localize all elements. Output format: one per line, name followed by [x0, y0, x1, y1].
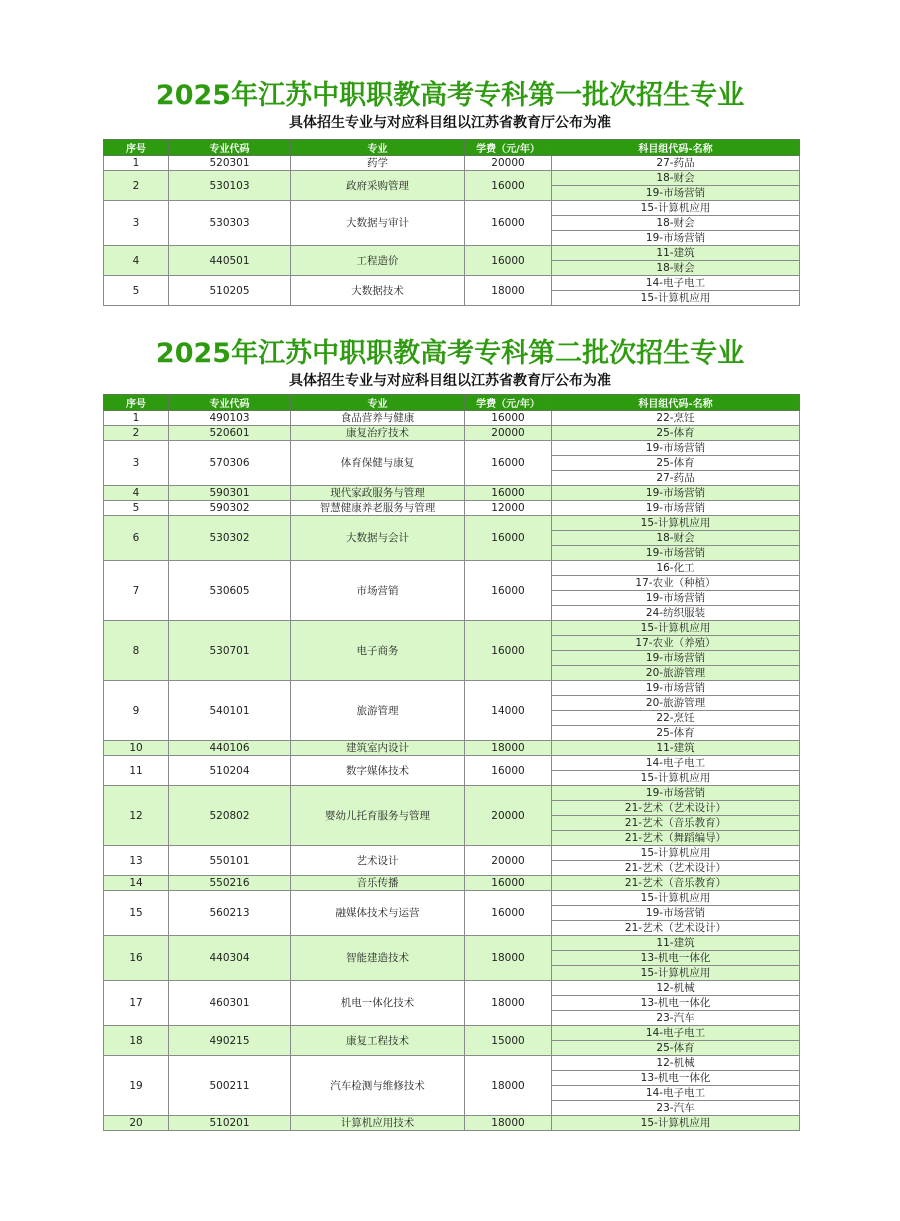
major-name: 市场营销 [291, 561, 465, 621]
subject-group: 15-计算机应用 [552, 846, 800, 861]
table-header-row [104, 395, 800, 411]
subject-group: 27-药品 [552, 471, 800, 486]
tuition-fee: 16000 [465, 171, 552, 201]
subject-group: 21-艺术（音乐教育） [552, 876, 800, 891]
subject-group: 14-电子电工 [552, 1086, 800, 1101]
row-number: 3 [104, 201, 169, 246]
major-code: 550101 [169, 846, 291, 876]
tuition-fee: 16000 [465, 756, 552, 786]
major-code: 540101 [169, 681, 291, 741]
row-number: 16 [104, 936, 169, 981]
batch1-table [103, 139, 800, 306]
major-code: 520301 [169, 156, 291, 171]
major-name: 康复治疗技术 [291, 426, 465, 441]
subject-group: 18-财会 [552, 216, 800, 231]
major-name: 政府采购管理 [291, 171, 465, 201]
major-code: 530303 [169, 201, 291, 246]
major-name: 融媒体技术与运营 [291, 891, 465, 936]
major-name: 智慧健康养老服务与管理 [291, 501, 465, 516]
tuition-fee: 20000 [465, 426, 552, 441]
major-code: 440304 [169, 936, 291, 981]
table-row [104, 561, 800, 576]
header-subjects: 科目组代码-名称 [552, 140, 800, 156]
batch1-subtitle: 具体招生专业与对应科目组以江苏省教育厅公布为准 [289, 115, 611, 131]
table-row [104, 981, 800, 996]
subject-group: 18-财会 [552, 261, 800, 276]
row-number: 7 [104, 561, 169, 621]
subject-group: 11-建筑 [552, 246, 800, 261]
major-code: 530302 [169, 516, 291, 561]
subject-group: 20-旅游管理 [552, 666, 800, 681]
header-major: 专业 [291, 395, 465, 411]
subject-group: 18-财会 [552, 531, 800, 546]
major-code: 590302 [169, 501, 291, 516]
subject-group: 15-计算机应用 [552, 1116, 800, 1131]
tuition-fee: 15000 [465, 1026, 552, 1056]
major-code: 530605 [169, 561, 291, 621]
row-number: 3 [104, 441, 169, 486]
major-name: 康复工程技术 [291, 1026, 465, 1056]
subject-group: 11-建筑 [552, 936, 800, 951]
major-name: 现代家政服务与管理 [291, 486, 465, 501]
major-code: 560213 [169, 891, 291, 936]
subject-group: 13-机电一体化 [552, 1071, 800, 1086]
header-major: 专业 [291, 140, 465, 156]
header-no: 序号 [104, 140, 169, 156]
row-number: 2 [104, 426, 169, 441]
table-row [104, 156, 800, 171]
major-name: 旅游管理 [291, 681, 465, 741]
major-name: 计算机应用技术 [291, 1116, 465, 1131]
subject-group: 13-机电一体化 [552, 996, 800, 1011]
row-number: 6 [104, 516, 169, 561]
major-name: 食品营养与健康 [291, 411, 465, 426]
table-row [104, 411, 800, 426]
header-code: 专业代码 [169, 395, 291, 411]
major-code: 490215 [169, 1026, 291, 1056]
subject-group: 11-建筑 [552, 741, 800, 756]
subject-group: 14-电子电工 [552, 1026, 800, 1041]
subject-group: 19-市场营销 [552, 651, 800, 666]
row-number: 15 [104, 891, 169, 936]
subject-group: 23-汽车 [552, 1011, 800, 1026]
batch2-section [0, 338, 900, 390]
subject-group: 21-艺术（舞蹈编导） [552, 831, 800, 846]
batch1-section [0, 80, 900, 132]
major-name: 体育保健与康复 [291, 441, 465, 486]
batch2-subtitle: 具体招生专业与对应科目组以江苏省教育厅公布为准 [289, 373, 611, 389]
row-number: 5 [104, 276, 169, 306]
subject-group: 19-市场营销 [552, 186, 800, 201]
subject-group: 19-市场营销 [552, 486, 800, 501]
row-number: 10 [104, 741, 169, 756]
major-code: 530103 [169, 171, 291, 201]
subject-group: 13-机电一体化 [552, 951, 800, 966]
table-header-row [104, 140, 800, 156]
subject-group: 21-艺术（音乐教育） [552, 816, 800, 831]
tuition-fee: 16000 [465, 621, 552, 681]
row-number: 2 [104, 171, 169, 201]
table-row [104, 501, 800, 516]
tuition-fee: 20000 [465, 156, 552, 171]
row-number: 1 [104, 156, 169, 171]
batch2-title: 2025年江苏中职职教高考专科第二批次招生专业 [155, 338, 745, 369]
table-row [104, 756, 800, 771]
table-row [104, 681, 800, 696]
tuition-fee: 16000 [465, 891, 552, 936]
tuition-fee: 20000 [465, 846, 552, 876]
row-number: 1 [104, 411, 169, 426]
major-name: 汽车检测与维修技术 [291, 1056, 465, 1116]
row-number: 14 [104, 876, 169, 891]
subject-group: 22-烹饪 [552, 711, 800, 726]
table-row [104, 171, 800, 186]
table-row [104, 786, 800, 801]
subject-group: 20-旅游管理 [552, 696, 800, 711]
major-name: 大数据与会计 [291, 516, 465, 561]
table-row [104, 1116, 800, 1131]
row-number: 17 [104, 981, 169, 1026]
major-name: 大数据技术 [291, 276, 465, 306]
major-code: 440501 [169, 246, 291, 276]
table-row [104, 846, 800, 861]
major-name: 数字媒体技术 [291, 756, 465, 786]
table-row [104, 891, 800, 906]
row-number: 9 [104, 681, 169, 741]
major-name: 药学 [291, 156, 465, 171]
major-name: 电子商务 [291, 621, 465, 681]
table-row [104, 516, 800, 531]
subject-group: 19-市场营销 [552, 591, 800, 606]
tuition-fee: 16000 [465, 201, 552, 246]
tuition-fee: 12000 [465, 501, 552, 516]
subject-group: 21-艺术（艺术设计） [552, 801, 800, 816]
subject-group: 15-计算机应用 [552, 621, 800, 636]
subject-group: 16-化工 [552, 561, 800, 576]
row-number: 11 [104, 756, 169, 786]
row-number: 5 [104, 501, 169, 516]
table-row [104, 246, 800, 261]
tuition-fee: 18000 [465, 1056, 552, 1116]
tuition-fee: 16000 [465, 441, 552, 486]
major-name: 艺术设计 [291, 846, 465, 876]
table-row [104, 201, 800, 216]
major-code: 570306 [169, 441, 291, 486]
table-row [104, 936, 800, 951]
major-code: 510201 [169, 1116, 291, 1131]
subject-group: 15-计算机应用 [552, 891, 800, 906]
major-name: 机电一体化技术 [291, 981, 465, 1026]
major-code: 500211 [169, 1056, 291, 1116]
subject-group: 19-市场营销 [552, 681, 800, 696]
table-row [104, 1056, 800, 1071]
major-code: 520601 [169, 426, 291, 441]
table-row [104, 621, 800, 636]
subject-group: 12-机械 [552, 1056, 800, 1071]
subject-group: 19-市场营销 [552, 501, 800, 516]
header-no: 序号 [104, 395, 169, 411]
major-name: 婴幼儿托育服务与管理 [291, 786, 465, 846]
major-name: 智能建造技术 [291, 936, 465, 981]
table-row [104, 426, 800, 441]
subject-group: 23-汽车 [552, 1101, 800, 1116]
row-number: 20 [104, 1116, 169, 1131]
tuition-fee: 16000 [465, 486, 552, 501]
subject-group: 25-体育 [552, 726, 800, 741]
subject-group: 15-计算机应用 [552, 771, 800, 786]
tuition-fee: 16000 [465, 876, 552, 891]
subject-group: 25-体育 [552, 1041, 800, 1056]
major-code: 590301 [169, 486, 291, 501]
header-fee: 学费（元/年） [465, 395, 552, 411]
subject-group: 17-农业（种植） [552, 576, 800, 591]
subject-group: 12-机械 [552, 981, 800, 996]
tuition-fee: 14000 [465, 681, 552, 741]
batch2-table [103, 394, 800, 1131]
subject-group: 15-计算机应用 [552, 291, 800, 306]
subject-group: 14-电子电工 [552, 276, 800, 291]
subject-group: 15-计算机应用 [552, 966, 800, 981]
subject-group: 19-市场营销 [552, 786, 800, 801]
major-name: 大数据与审计 [291, 201, 465, 246]
row-number: 4 [104, 486, 169, 501]
table-row [104, 486, 800, 501]
tuition-fee: 16000 [465, 561, 552, 621]
major-code: 510205 [169, 276, 291, 306]
subject-group: 15-计算机应用 [552, 516, 800, 531]
tuition-fee: 18000 [465, 276, 552, 306]
tuition-fee: 16000 [465, 411, 552, 426]
row-number: 13 [104, 846, 169, 876]
major-name: 建筑室内设计 [291, 741, 465, 756]
table-row [104, 876, 800, 891]
subject-group: 17-农业（养殖） [552, 636, 800, 651]
tuition-fee: 18000 [465, 741, 552, 756]
tuition-fee: 20000 [465, 786, 552, 846]
subject-group: 25-体育 [552, 426, 800, 441]
major-code: 520802 [169, 786, 291, 846]
major-name: 工程造价 [291, 246, 465, 276]
subject-group: 27-药品 [552, 156, 800, 171]
subject-group: 14-电子电工 [552, 756, 800, 771]
tuition-fee: 16000 [465, 516, 552, 561]
batch1-title: 2025年江苏中职职教高考专科第一批次招生专业 [155, 80, 745, 111]
major-name: 音乐传播 [291, 876, 465, 891]
header-subjects: 科目组代码-名称 [552, 395, 800, 411]
subject-group: 18-财会 [552, 171, 800, 186]
subject-group: 19-市场营销 [552, 906, 800, 921]
major-code: 550216 [169, 876, 291, 891]
subject-group: 25-体育 [552, 456, 800, 471]
tuition-fee: 18000 [465, 981, 552, 1026]
table-row [104, 1026, 800, 1041]
subject-group: 19-市场营销 [552, 441, 800, 456]
major-code: 460301 [169, 981, 291, 1026]
table-row [104, 741, 800, 756]
tuition-fee: 18000 [465, 936, 552, 981]
subject-group: 21-艺术（艺术设计） [552, 921, 800, 936]
tuition-fee: 16000 [465, 246, 552, 276]
row-number: 12 [104, 786, 169, 846]
major-code: 510204 [169, 756, 291, 786]
header-code: 专业代码 [169, 140, 291, 156]
table-row [104, 441, 800, 456]
subject-group: 19-市场营销 [552, 231, 800, 246]
tuition-fee: 18000 [465, 1116, 552, 1131]
major-code: 490103 [169, 411, 291, 426]
subject-group: 22-烹饪 [552, 411, 800, 426]
major-code: 440106 [169, 741, 291, 756]
row-number: 4 [104, 246, 169, 276]
subject-group: 24-纺织服装 [552, 606, 800, 621]
major-code: 530701 [169, 621, 291, 681]
row-number: 18 [104, 1026, 169, 1056]
row-number: 8 [104, 621, 169, 681]
subject-group: 19-市场营销 [552, 546, 800, 561]
subject-group: 21-艺术（艺术设计） [552, 861, 800, 876]
subject-group: 15-计算机应用 [552, 201, 800, 216]
table-row [104, 276, 800, 291]
header-fee: 学费（元/年） [465, 140, 552, 156]
row-number: 19 [104, 1056, 169, 1116]
